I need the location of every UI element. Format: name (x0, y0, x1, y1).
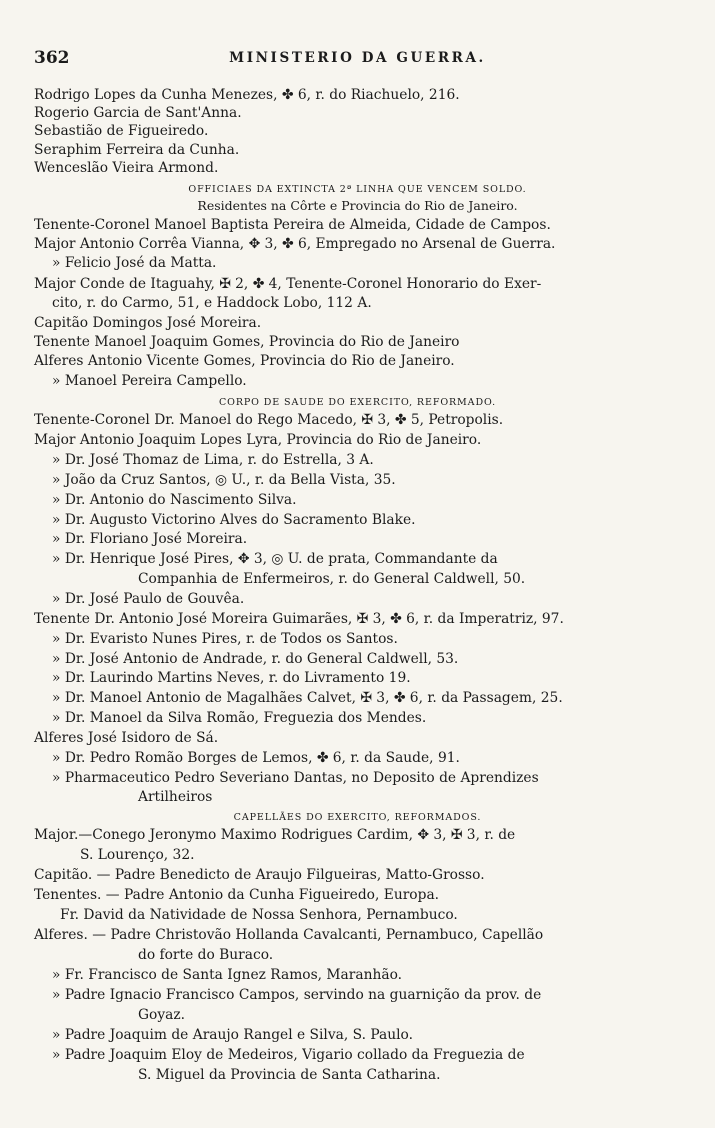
entry-line: » Padre Joaquim de Araujo Rangel e Silva, S. Paulo. (52, 1027, 413, 1043)
entry-line: Tenente-Coronel Dr. Manoel do Rego Macedo, ✠ 3, ✤ 5, Petropolis. (34, 412, 504, 428)
running-head: MINISTERIO DA GUERRA. (229, 50, 486, 66)
page-number: 362 (34, 48, 70, 68)
entry-line: Alferes José Isidoro de Sá. (34, 730, 219, 746)
entry-line: » Padre Joaquim Eloy de Medeiros, Vigario collado da Freguezia de (52, 1047, 525, 1063)
entry-line: Wenceslão Vieira Armond. (34, 160, 219, 176)
entry-line: Capitão Domingos José Moreira. (34, 315, 262, 331)
entry-line: Major Antonio Joaquim Lopes Lyra, Provincia do Rio de Janeiro. (34, 432, 482, 448)
entry-line: Major.—Conego Jeronymo Maximo Rodrigues Cardim, ✥ 3, ✠ 3, r. de (34, 827, 516, 843)
entry-line: » Manoel Pereira Campello. (52, 373, 247, 389)
entry-line: Major Conde de Itaguahy, ✠ 2, ✤ 4, Tenente-Coronel Honorario do Exer- (34, 276, 542, 292)
entry-line: » Dr. Pedro Romão Borges de Lemos, ✤ 6, r. da Saude, 91. (52, 750, 460, 766)
entry-line: Sebastião de Figueiredo. (34, 123, 209, 139)
entry-line: Seraphim Ferreira da Cunha. (34, 142, 240, 158)
section-heading: OFFICIAES DA EXTINCTA 2ª LINHA QUE VENCEM SOLDO. (188, 184, 527, 195)
entry-line: Major Antonio Corrêa Vianna, ✥ 3, ✤ 6, Empregado no Arsenal de Guerra. (34, 236, 556, 252)
entry-line: Artilheiros (138, 789, 213, 805)
entry-line: » Padre Ignacio Francisco Campos, servindo na guarnição da prov. de (52, 987, 542, 1003)
entry-line: S. Miguel da Provincia de Santa Catharina. (138, 1067, 441, 1083)
entry-line: Alferes Antonio Vicente Gomes, Provincia do Rio de Janeiro. (34, 353, 455, 369)
entry-line: » João da Cruz Santos, ◎ U., r. da Bella Vista, 35. (52, 472, 396, 488)
entry-line: » Dr. Floriano José Moreira. (52, 531, 248, 547)
entry-line: » Dr. Henrique José Pires, ✥ 3, ◎ U. de prata, Commandante da (52, 551, 498, 567)
entry-line: do forte do Buraco. (138, 947, 274, 963)
entry-line: » Dr. José Thomaz de Lima, r. do Estrella, 3 A. (52, 452, 374, 468)
entry-line: Tenente-Coronel Manoel Baptista Pereira de Almeida, Cidade de Campos. (34, 217, 551, 233)
entry-line: » Pharmaceutico Pedro Severiano Dantas, no Deposito de Aprendizes (52, 770, 539, 786)
entry-line: » Dr. Manoel da Silva Romão, Freguezia dos Mendes. (52, 710, 427, 726)
entry-line: » Dr. Manoel Antonio de Magalhães Calvet, ✠ 3, ✤ 6, r. da Passagem, 25. (52, 690, 563, 706)
entry-line: » Fr. Francisco de Santa Ignez Ramos, Maranhão. (52, 967, 403, 983)
entry-line: Companhia de Enfermeiros, r. do General Caldwell, 50. (138, 571, 526, 587)
entry-line: » Dr. Evaristo Nunes Pires, r. de Todos os Santos. (52, 631, 398, 647)
entry-line: Alferes. — Padre Christovão Hollanda Cavalcanti, Pernambuco, Capellão (34, 927, 544, 943)
entry-line: Fr. David da Natividade de Nossa Senhora, Pernambuco. (60, 907, 458, 923)
entry-line: Rodrigo Lopes da Cunha Menezes, ✤ 6, r. do Riachuelo, 216. (34, 87, 460, 103)
entry-line: Tenentes. — Padre Antonio da Cunha Figueiredo, Europa. (34, 887, 440, 903)
entry-line: » Dr. Laurindo Martins Neves, r. do Livramento 19. (52, 670, 411, 686)
section-heading: CAPELLÃES DO EXERCITO, REFORMADOS. (233, 812, 482, 823)
entry-line: » Dr. José Paulo de Gouvêa. (52, 591, 245, 607)
section-subheading: Residentes na Côrte e Provincia do Rio de Janeiro. (197, 198, 518, 213)
section-heading: CORPO DE SAUDE DO EXERCITO, REFORMADO. (218, 397, 497, 408)
entry-line: Capitão. — Padre Benedicto de Araujo Filgueiras, Matto-Grosso. (34, 867, 485, 883)
entry-line: Goyaz. (138, 1007, 186, 1023)
entry-line: Tenente Dr. Antonio José Moreira Guimarães, ✠ 3, ✤ 6, r. da Imperatriz, 97. (34, 611, 564, 627)
entry-line: » Felicio José da Matta. (52, 255, 217, 271)
entry-line: S. Lourenço, 32. (80, 847, 195, 863)
entry-line: Tenente Manoel Joaquim Gomes, Provincia do Rio de Janeiro (34, 334, 460, 350)
entry-line: » Dr. Augusto Victorino Alves do Sacramento Blake. (52, 512, 416, 528)
entry-line: cito, r. do Carmo, 51, e Haddock Lobo, 112 A. (52, 295, 372, 311)
entry-line: » Dr. José Antonio de Andrade, r. do General Caldwell, 53. (52, 651, 459, 667)
entry-line: Rogerio Garcia de Sant'Anna. (34, 105, 242, 121)
entry-line: » Dr. Antonio do Nascimento Silva. (52, 492, 297, 508)
